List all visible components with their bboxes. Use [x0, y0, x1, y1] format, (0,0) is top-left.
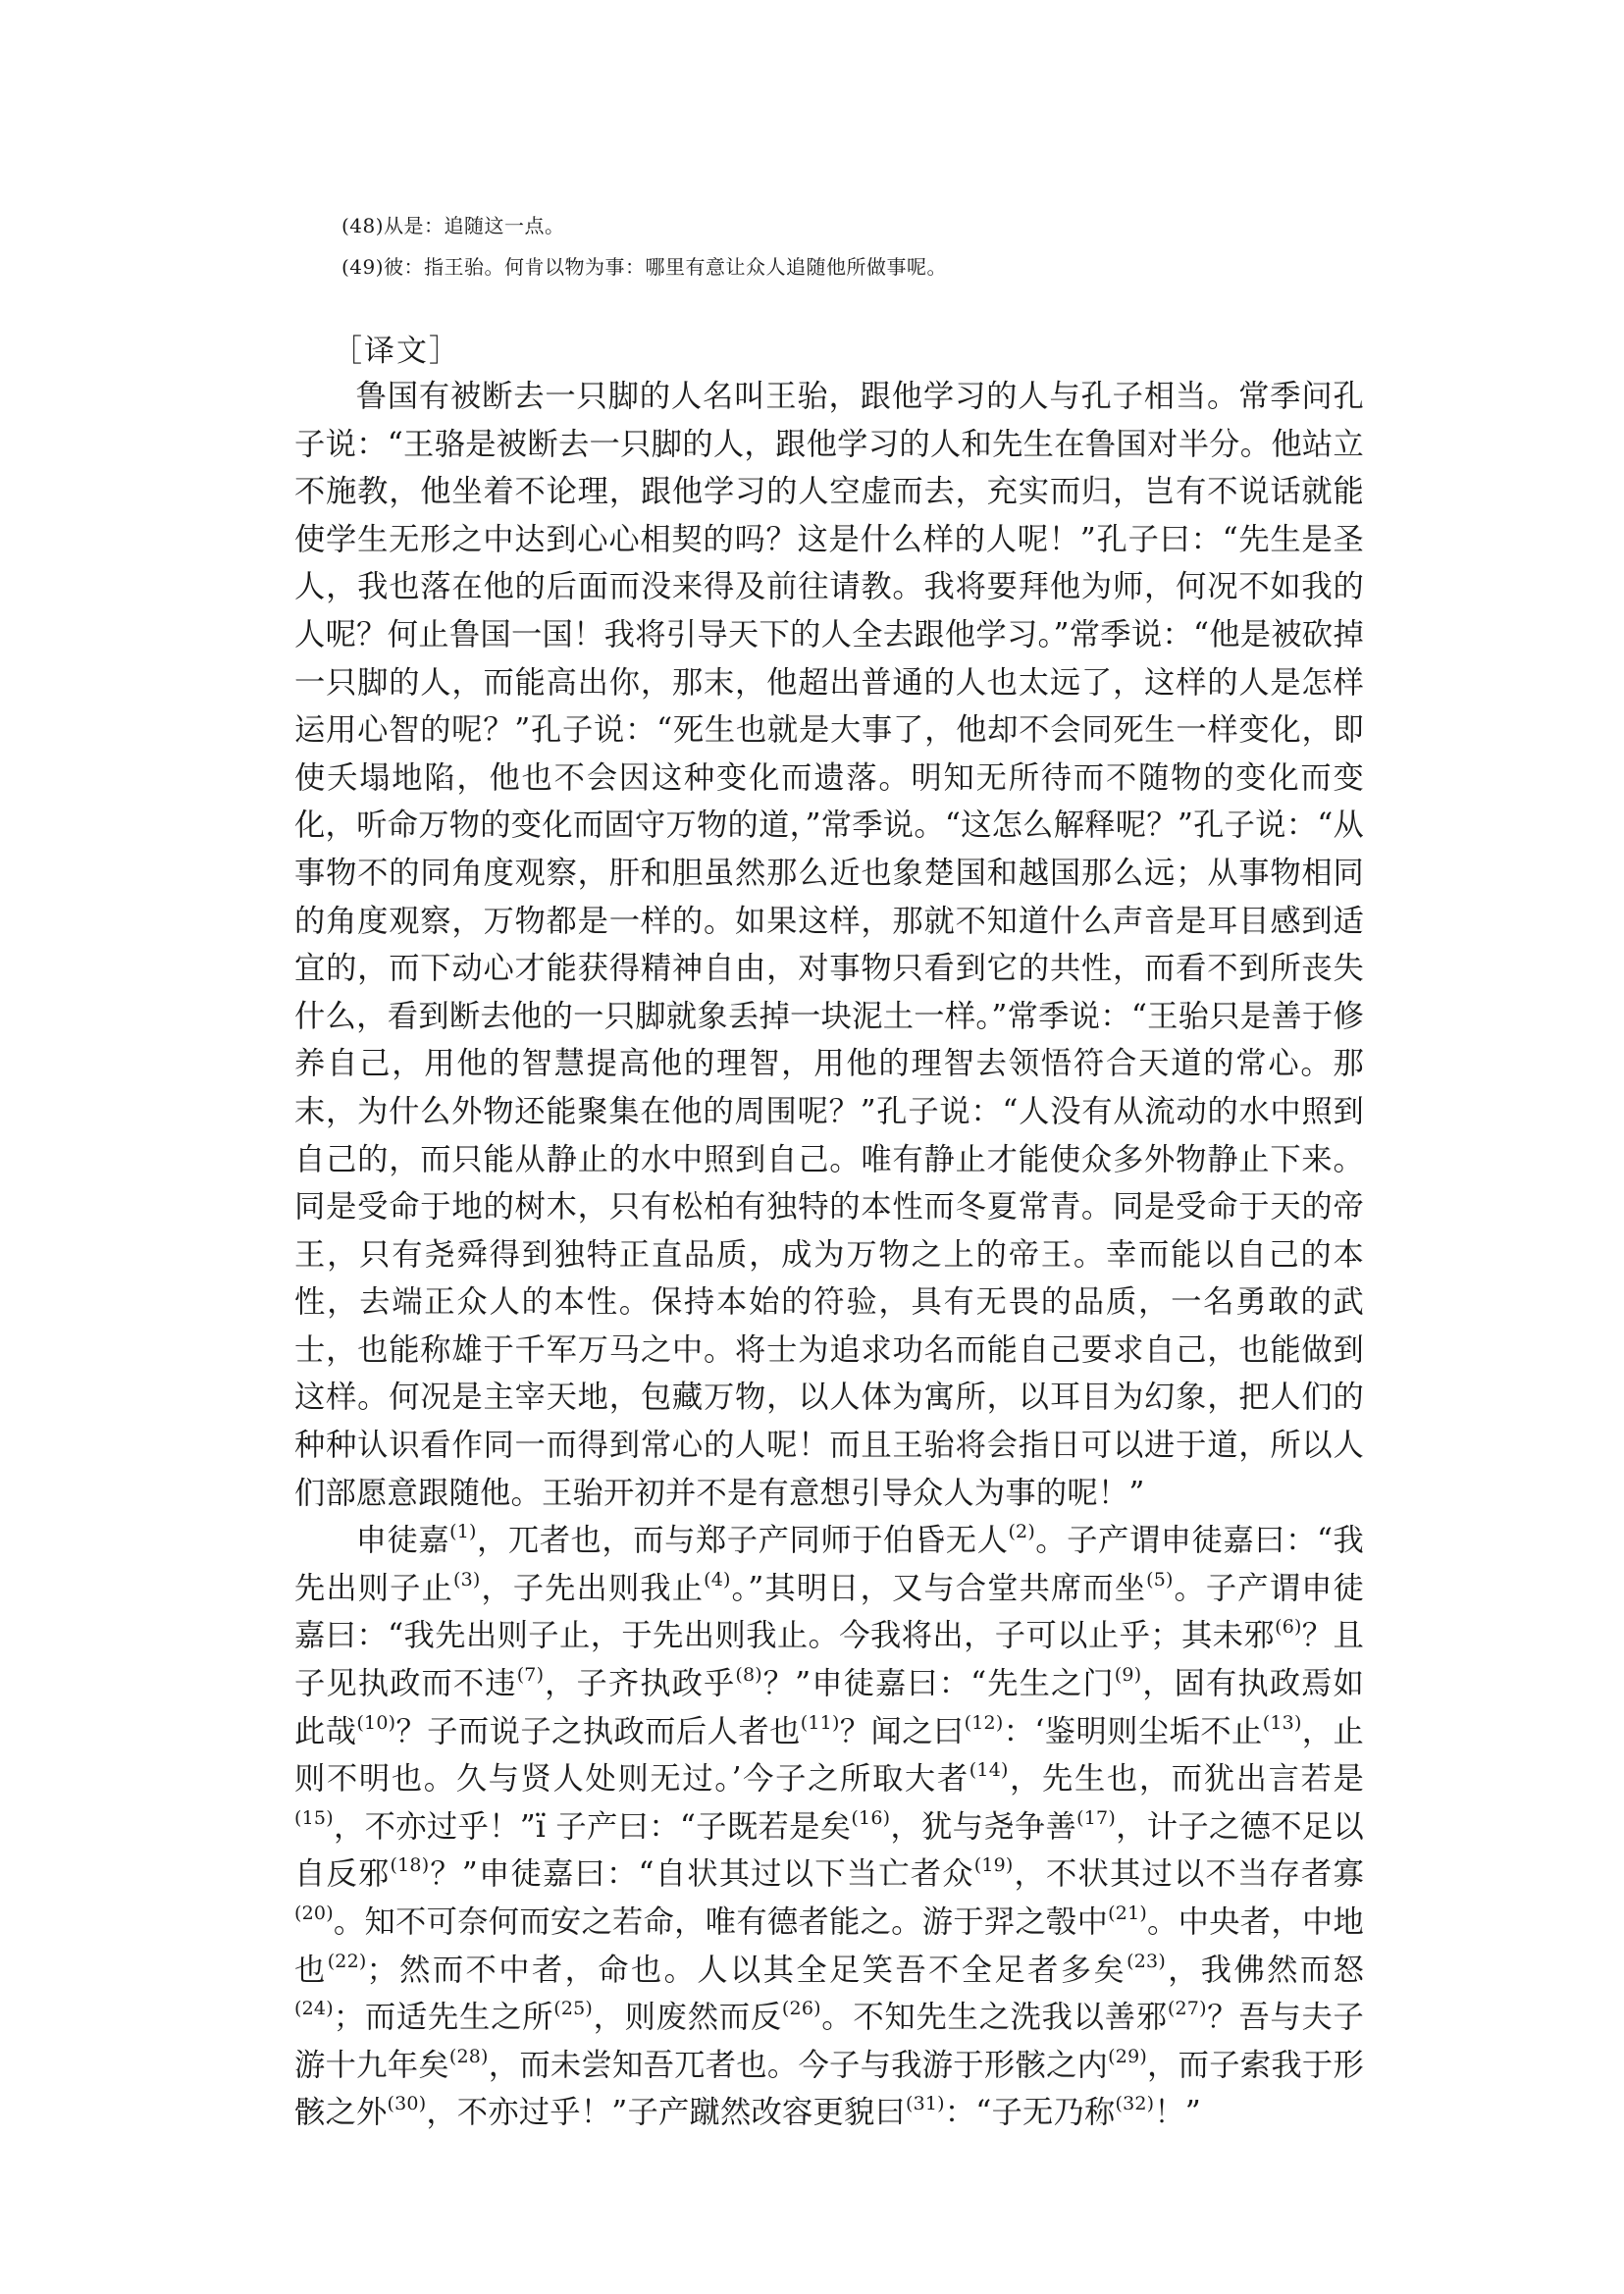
original-text-segment: 。子产谓申徒嘉曰：“我先出则子止 [294, 1523, 1364, 1606]
footnote-reference: (32) [1115, 2093, 1155, 2115]
original-text-segment: 。中央者，中地也 [294, 1904, 1364, 1988]
footnote-reference: (29) [1108, 2045, 1147, 2067]
footnote-reference: (16) [851, 1806, 891, 1829]
footnote-text: 彼：指王骀。何肯以物为事：哪里有意让众人追随他所做事呢。 [384, 255, 948, 279]
body-text [294, 373, 1364, 2137]
original-text-segment: ，不亦过乎！”ï 子产曰：“子既若是矣 [333, 1808, 852, 1845]
footnote-reference: (2) [1008, 1521, 1035, 1543]
footnote-number: (48) [341, 214, 385, 237]
original-text-segment: 。不知先生之洗我以善邪 [820, 2000, 1168, 2036]
original-text-segment: ，我佛然而怒 [1165, 1952, 1365, 1988]
footnote-reference: (30) [387, 2093, 427, 2115]
footnote-reference: (17) [1076, 1806, 1116, 1829]
original-text-segment: ？子而说子之执政而后人者也 [395, 1713, 801, 1749]
original-text-segment: ，先生也，而犹出言若是 [1008, 1761, 1365, 1798]
footnote-reference: (23) [1126, 1950, 1166, 1972]
original-text-paragraph [294, 1517, 1364, 2137]
original-text-segment: ，兀者也，而与郑子产同师于伯昏无人 [476, 1523, 1009, 1559]
footnote-reference: (13) [1262, 1711, 1302, 1734]
original-text-segment: ；然而不中者，命也。人以其全足笑吾不全足者多矣 [366, 1952, 1127, 1988]
footnote-reference: (20) [294, 1903, 334, 1924]
footnote-reference: (26) [781, 1998, 821, 2020]
original-text-segment: 申徒嘉 [355, 1523, 450, 1559]
original-text-segment: ，子先出则我止 [480, 1570, 705, 1606]
footnote-reference: (8) [735, 1664, 762, 1687]
original-text-segment: ，止则不明也。久与贤人处则无过。’今子之所取大者 [294, 1713, 1364, 1798]
translation-paragraph: 鲁国有被断去一只脚的人名叫王骀，跟他学习的人与孔子相当。常季问孔子说：“王骆是被断去一只脚的人，跟他学习的人和先生在鲁国对半分。他站立不施教，他坐着不论理，跟他学习的人空虚而去，充实而归，岂有不说话就能使学生无形之中达到心心相契的吗？这是什么样的人呢！”孔子曰：“先生是圣人，我也落在他的后面而没来得及前往请教。我将要拜他为师，何况不如我的人呢？何止鲁国一国！我将引导天下的人全去跟他学习。”常季说：“他是被砍掉一只脚的人，而能高出你，那末，他超出普通的人也太远了，这样的人是怎样运用心智的呢？”孔子说：“死生也就是大事了，他却不会同死生一样变化，即使夭塌地陷，他也不会因这种变化而遗落。明知无所待而不随物的变化而变化，听命万物的变化而固守万物的道，”常季说。“这怎么解释呢？”孔子说：“从事物不的同角度观察，肝和胆虽然那么近也象楚国和越国那么远；从事物相同的角度观察，万物都是一样的。如果这样，那就不知道什么声音是耳目感到适宜的，而下动心才能获得精神自由，对事物只看到它的共性，而看不到所丧失什么，看到断去他的一只脚就象丢掉一块泥土一样。”常季说：“王骀只是善于修养自己，用他的智慧提高他的理智，用他的理智去领悟符合天道的常心。那末，为什么外物还能聚集在他的周围呢？”孔子说：“人没有从流动的水中照到自己的，而只能从静止的水中照到自己。唯有静止才能使众多外物静止下来。同是受命于地的树木，只有松柏有独特的本性而冬夏常青。同是受命于天的帝王，只有尧舜得到独特正直品质，成为万物之上的帝王。幸而能以自己的本性，去端正众人的本性。保持本始的符验，具有无畏的品质，一名勇敢的武士，也能称雄于千军万马之中。将士为追求功名而能自己要求自己，也能做到这样。何况是主宰天地，包藏万物，以人体为寓所，以耳目为幻象，把人们的种种认识看作同一而得到常心的人呢！而且王骀将会指日可以进于道，所以人们部愿意跟随他。王骀开初并不是有意想引导众人为事的呢！” [294, 379, 1364, 1511]
footnote-49 [341, 253, 1372, 281]
footnote-reference: (28) [448, 2045, 489, 2067]
footnote-reference: (14) [969, 1759, 1009, 1782]
footnote-reference: (11) [800, 1711, 840, 1734]
original-text-segment: ，计子之德不足以自反邪 [294, 1808, 1365, 1893]
footnote-reference: (12) [964, 1711, 1004, 1734]
original-text-segment: 。子产谓申徒嘉曰：“我先出则子止，于先出则我止。今我将出，子可以止乎；其未邪 [294, 1570, 1364, 1654]
original-text-segment: ：“子无乃称 [944, 2095, 1116, 2131]
section-heading: ［译文］ [332, 334, 461, 369]
footnote-reference: (10) [356, 1711, 396, 1734]
original-text-segment: ，不状其过以不当存者寡 [1013, 1856, 1364, 1893]
original-text-segment: ，而子索我于形骸之外 [294, 2047, 1364, 2131]
footnote-reference: (19) [973, 1854, 1014, 1877]
original-text-segment: 。”其明日，又与合堂共席而坐 [730, 1570, 1147, 1606]
footnote-reference: (15) [294, 1806, 334, 1829]
footnote-reference: (22) [327, 1950, 367, 1972]
original-text-segment: ，子齐执政乎 [544, 1666, 736, 1702]
original-text-segment: 。知不可奈何而安之若命，唯有德者能之。游于羿之彀中 [333, 1904, 1109, 1940]
footnote-reference: (7) [516, 1664, 545, 1687]
original-text-segment: ，则废然而反 [593, 2000, 782, 2036]
footnote-reference: (5) [1146, 1568, 1174, 1590]
footnote-reference: (21) [1108, 1903, 1147, 1924]
footnote-reference: (18) [390, 1854, 430, 1877]
original-text-segment: ！” [1154, 2095, 1201, 2131]
footnote-reference: (1) [449, 1521, 477, 1543]
footnote-reference: (27) [1167, 1998, 1207, 2020]
footnote-48 [341, 212, 1372, 239]
footnote-reference: (25) [553, 1998, 594, 2020]
original-text-segment: ：‘鉴明则尘垢不止 [1003, 1713, 1263, 1749]
original-text-segment: ；而适先生之所 [333, 2000, 554, 2036]
original-text-segment: ，犹与尧争善 [890, 1808, 1077, 1845]
original-text-segment: ？闻之曰 [839, 1713, 965, 1749]
footnote-reference: (6) [1275, 1616, 1302, 1639]
footnote-text: 从是：追随这一点。 [384, 214, 565, 237]
footnote-number: (49) [341, 255, 385, 279]
footnote-reference: (4) [704, 1568, 731, 1590]
original-text-segment: ，而未尝知吾兀者也。今子与我游于形骸之内 [488, 2047, 1109, 2083]
footnote-reference: (9) [1114, 1664, 1142, 1687]
original-text-segment: ？吾与夫子游十九年矣 [294, 2000, 1364, 2083]
original-text-segment: ，不亦过乎！”子产蹴然改容更貌曰 [426, 2095, 906, 2131]
footnote-reference: (31) [905, 2093, 945, 2115]
original-text-segment: ？且子见执政而不违 [294, 1618, 1364, 1702]
original-text-segment: ？”申徒嘉曰：“先生之门 [761, 1666, 1115, 1702]
footnote-reference: (3) [452, 1568, 481, 1590]
original-text-segment: ，固有执政焉如此哉 [294, 1666, 1364, 1749]
footnote-reference: (24) [294, 1998, 334, 2020]
original-text-segment: ？”申徒嘉曰：“自状其过以下当亡者众 [429, 1856, 974, 1893]
